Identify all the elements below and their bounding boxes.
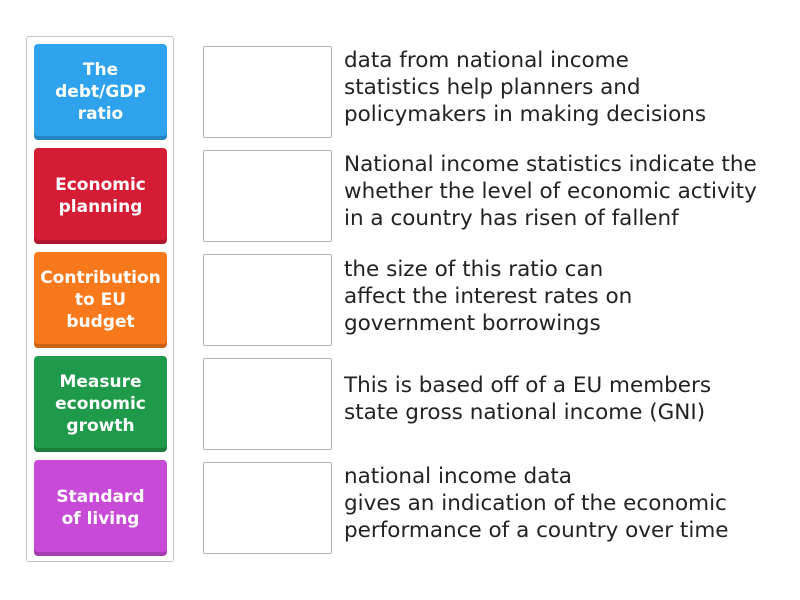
tile-label: Measure economic growth — [55, 372, 146, 436]
tile-measure-economic-growth[interactable] — [34, 356, 167, 452]
drop-target-5[interactable] — [203, 462, 332, 554]
drop-target-3[interactable] — [203, 254, 332, 346]
tile-contribution-eu-budget[interactable] — [34, 252, 167, 348]
tile-debt-gdp-ratio[interactable] — [34, 44, 167, 140]
description-4: This is based off of a EU members state gross national income (GNI) — [344, 373, 712, 425]
description-5: national income data gives an indication of the economic performance of a country over time — [344, 464, 729, 543]
description-1: data from national income statistics help planners and policymakers in making decisions — [344, 48, 707, 127]
drop-target-1[interactable] — [203, 46, 332, 138]
tile-label: Standard of living — [56, 487, 145, 529]
drop-target-4[interactable] — [203, 358, 332, 450]
description-2: National income statistics indicate the whether the level of economic activity in a country has risen of fallenf — [344, 152, 757, 231]
tile-label: Economic planning — [55, 175, 146, 217]
tile-economic-planning[interactable] — [34, 148, 167, 244]
tile-standard-of-living[interactable] — [34, 460, 167, 556]
tile-label: Contribution to EU budget — [40, 268, 161, 332]
description-3: the size of this ratio can affect the interest rates on government borrowings — [344, 257, 633, 336]
tile-label: The debt/GDP ratio — [55, 60, 146, 124]
drop-target-2[interactable] — [203, 150, 332, 242]
